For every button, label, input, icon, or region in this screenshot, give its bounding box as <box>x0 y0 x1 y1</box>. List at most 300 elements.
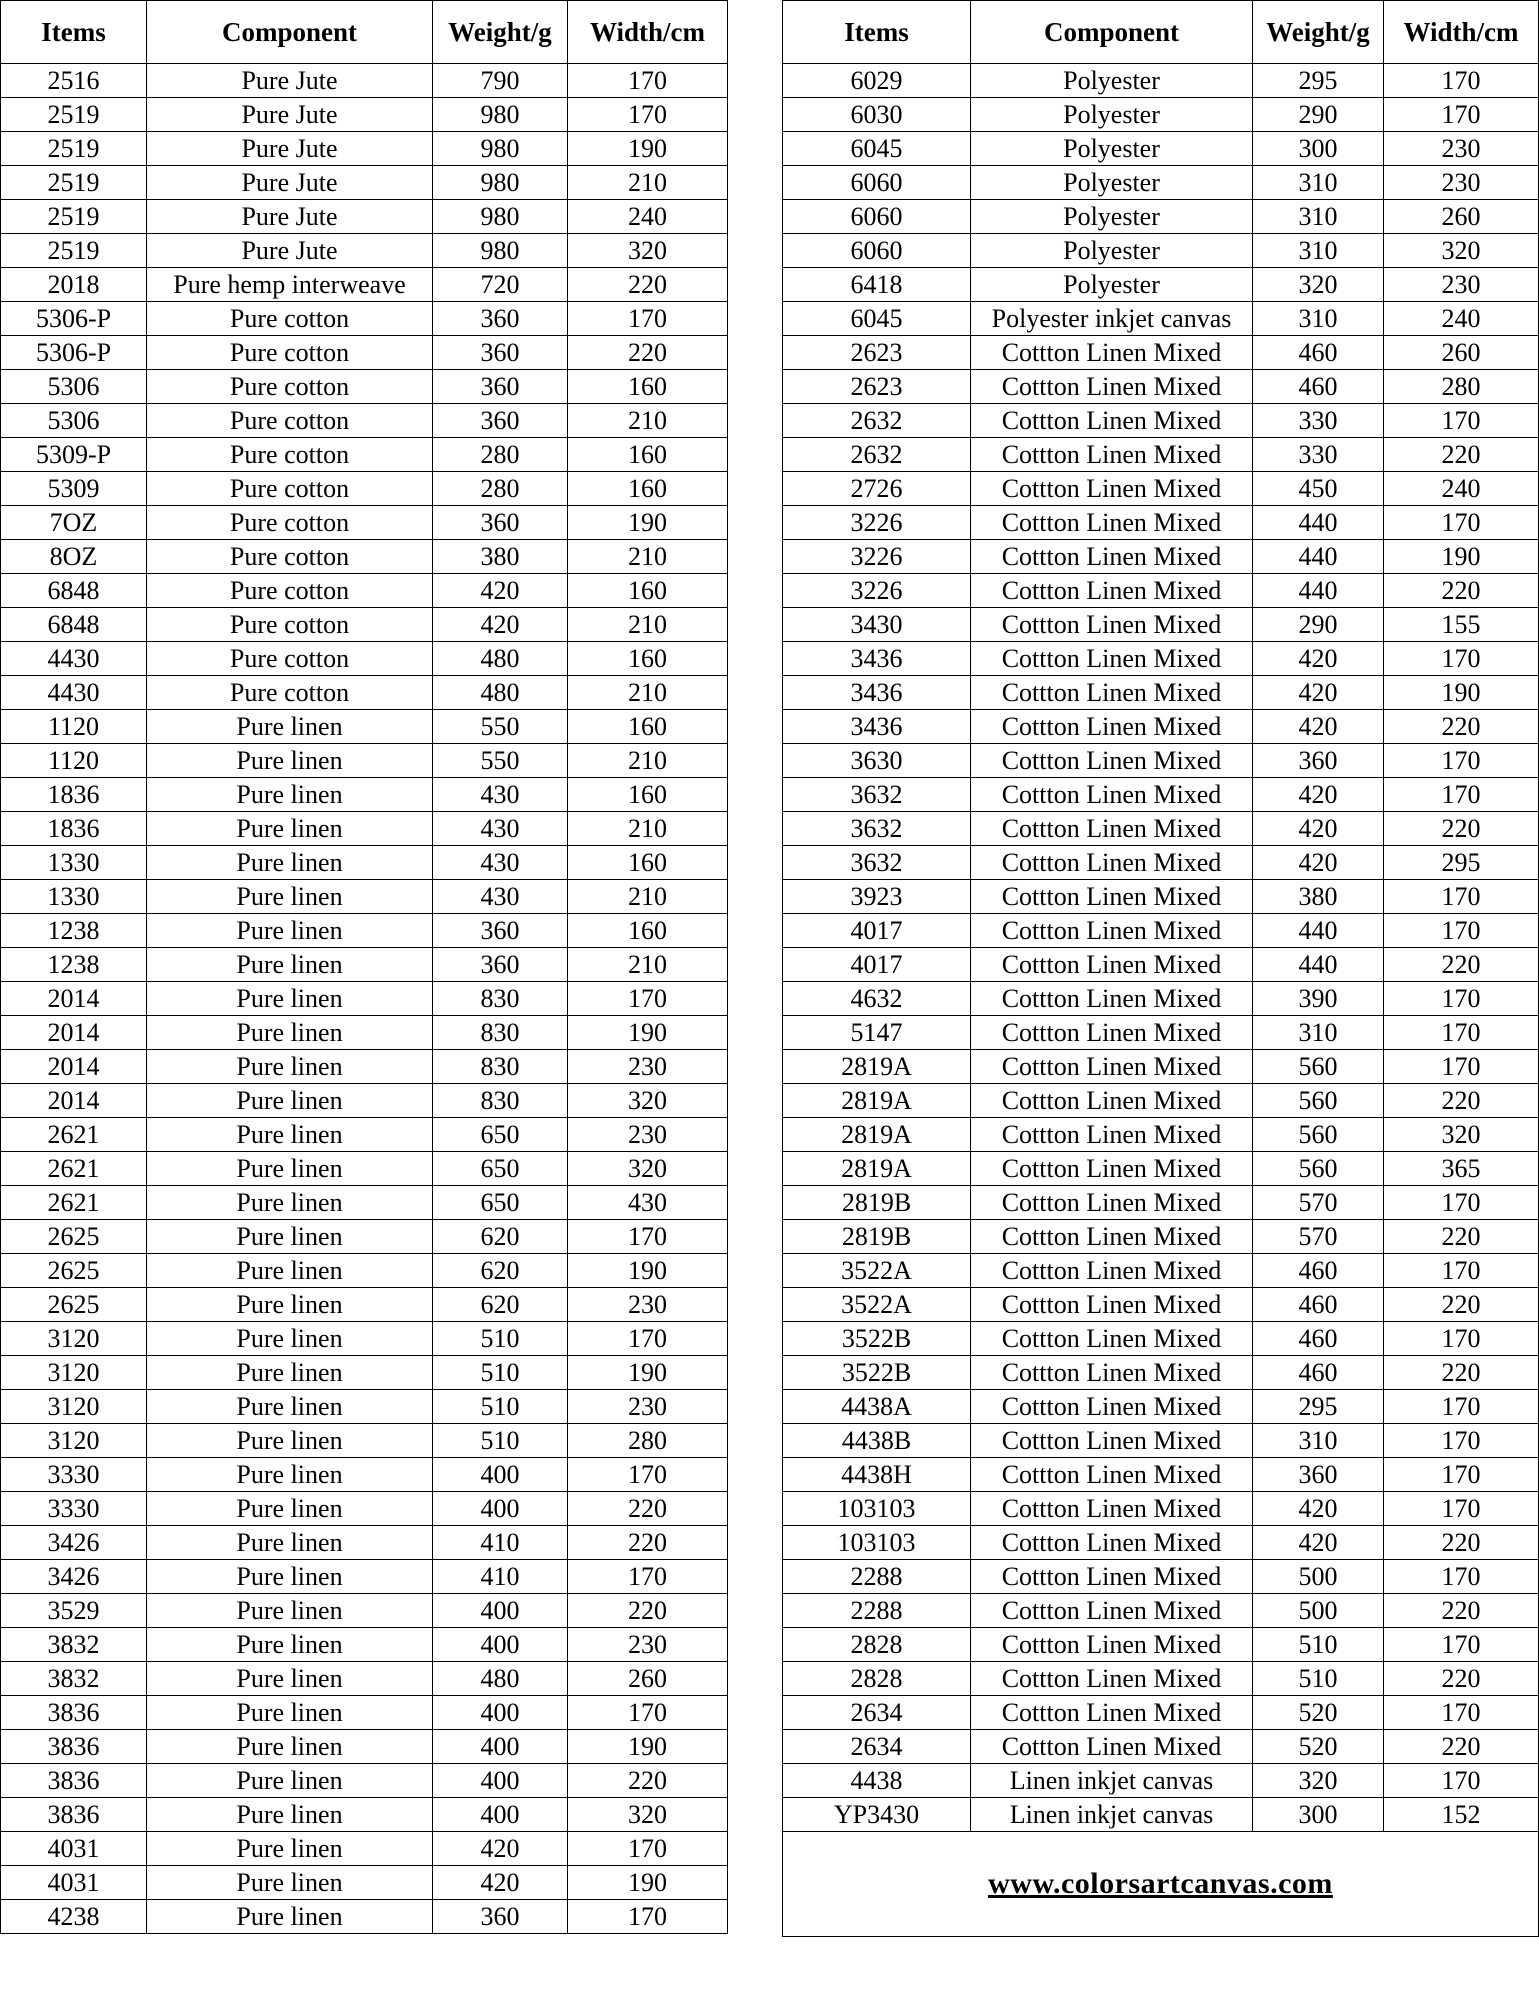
right-table-row <box>783 540 1539 574</box>
weight-cell: 830 <box>433 982 568 1016</box>
component-cell: Pure cotton <box>147 676 433 710</box>
component-cell: Pure hemp interweave <box>147 268 433 302</box>
left-table-row <box>1 1084 728 1118</box>
width-cell: 280 <box>568 1424 728 1458</box>
weight-cell: 420 <box>433 608 568 642</box>
item-cell: 2632 <box>783 438 971 472</box>
component-cell: Cottton Linen Mixed <box>971 1356 1253 1390</box>
component-cell: Cottton Linen Mixed <box>971 778 1253 812</box>
left-table-row <box>1 540 728 574</box>
component-cell: Cottton Linen Mixed <box>971 846 1253 880</box>
weight-cell: 300 <box>1253 1798 1384 1832</box>
item-cell: 2288 <box>783 1594 971 1628</box>
weight-cell: 290 <box>1253 608 1384 642</box>
item-cell: 2519 <box>1 98 147 132</box>
left-table-row <box>1 1866 728 1900</box>
item-cell: 6045 <box>783 302 971 336</box>
right-table-row <box>783 438 1539 472</box>
item-cell: 3632 <box>783 846 971 880</box>
weight-cell: 830 <box>433 1084 568 1118</box>
component-cell: Cottton Linen Mixed <box>971 982 1253 1016</box>
weight-cell: 310 <box>1253 234 1384 268</box>
item-cell: 2519 <box>1 132 147 166</box>
weight-cell: 510 <box>433 1322 568 1356</box>
component-cell: Pure linen <box>147 880 433 914</box>
component-cell: Pure Jute <box>147 98 433 132</box>
left-table-row <box>1 1458 728 1492</box>
component-cell: Cottton Linen Mixed <box>971 574 1253 608</box>
component-cell: Pure linen <box>147 982 433 1016</box>
weight-cell: 360 <box>433 370 568 404</box>
item-cell: 3522A <box>783 1254 971 1288</box>
right-table-row <box>783 1764 1539 1798</box>
component-cell: Pure Jute <box>147 132 433 166</box>
item-cell: 3330 <box>1 1492 147 1526</box>
weight-cell: 620 <box>433 1220 568 1254</box>
width-cell: 230 <box>568 1288 728 1322</box>
weight-cell: 380 <box>433 540 568 574</box>
left-table-row <box>1 438 728 472</box>
left-table-row <box>1 200 728 234</box>
item-cell: 3120 <box>1 1322 147 1356</box>
width-cell: 160 <box>568 846 728 880</box>
width-cell: 155 <box>1384 608 1539 642</box>
width-cell: 190 <box>1384 676 1539 710</box>
component-cell: Pure linen <box>147 778 433 812</box>
weight-cell: 460 <box>1253 1254 1384 1288</box>
item-cell: 2819B <box>783 1220 971 1254</box>
item-cell: 6045 <box>783 132 971 166</box>
weight-cell: 980 <box>433 98 568 132</box>
item-cell: 1836 <box>1 778 147 812</box>
left-table-row <box>1 812 728 846</box>
component-cell: Pure cotton <box>147 404 433 438</box>
right-table-body <box>783 64 1539 1832</box>
weight-cell: 310 <box>1253 1424 1384 1458</box>
width-cell: 220 <box>1384 1220 1539 1254</box>
width-cell: 220 <box>1384 1526 1539 1560</box>
item-cell: 6418 <box>783 268 971 302</box>
item-cell: 5147 <box>783 1016 971 1050</box>
item-cell: 3632 <box>783 812 971 846</box>
right-table-row <box>783 506 1539 540</box>
component-cell: Pure linen <box>147 744 433 778</box>
item-cell: 3120 <box>1 1390 147 1424</box>
item-cell: 2625 <box>1 1288 147 1322</box>
weight-cell: 420 <box>433 1832 568 1866</box>
weight-cell: 440 <box>1253 540 1384 574</box>
left-table-row <box>1 1764 728 1798</box>
item-cell: 6060 <box>783 166 971 200</box>
weight-cell: 500 <box>1253 1560 1384 1594</box>
width-cell: 220 <box>568 1526 728 1560</box>
width-cell: 220 <box>1384 438 1539 472</box>
width-cell: 170 <box>1384 1186 1539 1220</box>
weight-cell: 450 <box>1253 472 1384 506</box>
component-cell: Pure linen <box>147 1424 433 1458</box>
weight-cell: 360 <box>433 506 568 540</box>
left-table-row <box>1 880 728 914</box>
component-cell: Pure linen <box>147 1764 433 1798</box>
right-table-row <box>783 1322 1539 1356</box>
component-cell: Pure cotton <box>147 608 433 642</box>
width-cell: 170 <box>1384 982 1539 1016</box>
weight-cell: 550 <box>433 710 568 744</box>
width-cell: 170 <box>568 64 728 98</box>
left-table-row <box>1 1526 728 1560</box>
left-table-row <box>1 234 728 268</box>
width-cell: 220 <box>568 1764 728 1798</box>
width-cell: 190 <box>568 1356 728 1390</box>
width-cell: 170 <box>1384 1016 1539 1050</box>
weight-cell: 400 <box>433 1628 568 1662</box>
width-cell: 170 <box>1384 778 1539 812</box>
weight-cell: 420 <box>1253 710 1384 744</box>
width-cell: 230 <box>568 1050 728 1084</box>
weight-cell: 560 <box>1253 1084 1384 1118</box>
weight-cell: 410 <box>433 1526 568 1560</box>
width-cell: 320 <box>568 1084 728 1118</box>
width-cell: 160 <box>568 710 728 744</box>
component-cell: Cottton Linen Mixed <box>971 1186 1253 1220</box>
item-cell: 6060 <box>783 234 971 268</box>
left-table-row <box>1 404 728 438</box>
width-cell: 365 <box>1384 1152 1539 1186</box>
item-cell: 4438A <box>783 1390 971 1424</box>
left-table-row <box>1 1492 728 1526</box>
item-cell: 6848 <box>1 574 147 608</box>
item-cell: 103103 <box>783 1492 971 1526</box>
width-cell: 170 <box>568 1832 728 1866</box>
component-cell: Cottton Linen Mixed <box>971 1322 1253 1356</box>
item-cell: 3836 <box>1 1798 147 1832</box>
left-table-row <box>1 1662 728 1696</box>
component-cell: Pure Jute <box>147 234 433 268</box>
width-cell: 220 <box>1384 1288 1539 1322</box>
website-link[interactable]: www.colorsartcanvas.com <box>988 1867 1333 1900</box>
width-cell: 220 <box>1384 1594 1539 1628</box>
width-cell: 170 <box>568 1322 728 1356</box>
width-cell: 170 <box>1384 914 1539 948</box>
weight-cell: 440 <box>1253 948 1384 982</box>
component-cell: Pure linen <box>147 710 433 744</box>
item-cell: 1330 <box>1 880 147 914</box>
width-cell: 190 <box>1384 540 1539 574</box>
component-cell: Cottton Linen Mixed <box>971 676 1253 710</box>
item-cell: 3836 <box>1 1730 147 1764</box>
right-table-row <box>783 1288 1539 1322</box>
width-cell: 190 <box>568 506 728 540</box>
width-cell: 210 <box>568 948 728 982</box>
left-table-row <box>1 608 728 642</box>
left-header-component: Component <box>147 1 433 64</box>
weight-cell: 830 <box>433 1016 568 1050</box>
component-cell: Cottton Linen Mixed <box>971 1594 1253 1628</box>
component-cell: Cottton Linen Mixed <box>971 1390 1253 1424</box>
width-cell: 170 <box>1384 642 1539 676</box>
weight-cell: 650 <box>433 1118 568 1152</box>
weight-cell: 460 <box>1253 1356 1384 1390</box>
weight-cell: 410 <box>433 1560 568 1594</box>
item-cell: 1120 <box>1 710 147 744</box>
right-table-row <box>783 1356 1539 1390</box>
weight-cell: 420 <box>433 574 568 608</box>
width-cell: 170 <box>568 1900 728 1934</box>
right-table-row <box>783 200 1539 234</box>
component-cell: Cottton Linen Mixed <box>971 540 1253 574</box>
weight-cell: 500 <box>1253 1594 1384 1628</box>
item-cell: 5306-P <box>1 302 147 336</box>
component-cell: Cottton Linen Mixed <box>971 370 1253 404</box>
right-table-row <box>783 574 1539 608</box>
component-cell: Cottton Linen Mixed <box>971 1424 1253 1458</box>
weight-cell: 400 <box>433 1730 568 1764</box>
width-cell: 160 <box>568 472 728 506</box>
item-cell: 2625 <box>1 1254 147 1288</box>
width-cell: 190 <box>568 1254 728 1288</box>
item-cell: 3436 <box>783 642 971 676</box>
item-cell: 3430 <box>783 608 971 642</box>
item-cell: 2819A <box>783 1084 971 1118</box>
component-cell: Polyester inkjet canvas <box>971 302 1253 336</box>
width-cell: 170 <box>1384 1050 1539 1084</box>
width-cell: 210 <box>568 744 728 778</box>
left-table-row <box>1 778 728 812</box>
weight-cell: 570 <box>1253 1220 1384 1254</box>
component-cell: Cottton Linen Mixed <box>971 880 1253 914</box>
item-cell: 2014 <box>1 1016 147 1050</box>
component-cell: Polyester <box>971 64 1253 98</box>
weight-cell: 980 <box>433 166 568 200</box>
left-table-row <box>1 1356 728 1390</box>
component-cell: Pure linen <box>147 1492 433 1526</box>
component-cell: Pure linen <box>147 812 433 846</box>
component-cell: Pure linen <box>147 1288 433 1322</box>
weight-cell: 460 <box>1253 1322 1384 1356</box>
width-cell: 295 <box>1384 846 1539 880</box>
width-cell: 170 <box>1384 1764 1539 1798</box>
width-cell: 160 <box>568 778 728 812</box>
weight-cell: 520 <box>1253 1696 1384 1730</box>
weight-cell: 460 <box>1253 336 1384 370</box>
left-product-table <box>0 0 728 1934</box>
right-table-row <box>783 710 1539 744</box>
right-table-row <box>783 404 1539 438</box>
right-table-row <box>783 1254 1539 1288</box>
width-cell: 160 <box>568 574 728 608</box>
right-table-row <box>783 1730 1539 1764</box>
right-table-row <box>783 1424 1539 1458</box>
weight-cell: 400 <box>433 1764 568 1798</box>
weight-cell: 560 <box>1253 1118 1384 1152</box>
component-cell: Pure linen <box>147 1730 433 1764</box>
width-cell: 210 <box>568 608 728 642</box>
left-table-row <box>1 1288 728 1322</box>
component-cell: Pure Jute <box>147 166 433 200</box>
weight-cell: 420 <box>1253 778 1384 812</box>
left-table-row <box>1 1186 728 1220</box>
width-cell: 220 <box>1384 574 1539 608</box>
item-cell: 4438H <box>783 1458 971 1492</box>
weight-cell: 420 <box>1253 642 1384 676</box>
weight-cell: 650 <box>433 1152 568 1186</box>
component-cell: Pure linen <box>147 1084 433 1118</box>
item-cell: 3120 <box>1 1424 147 1458</box>
weight-cell: 360 <box>1253 1458 1384 1492</box>
weight-cell: 320 <box>1253 268 1384 302</box>
weight-cell: 360 <box>433 948 568 982</box>
component-cell: Cottton Linen Mixed <box>971 642 1253 676</box>
component-cell: Pure linen <box>147 948 433 982</box>
left-table-row <box>1 472 728 506</box>
component-cell: Linen inkjet canvas <box>971 1764 1253 1798</box>
weight-cell: 430 <box>433 880 568 914</box>
item-cell: 4238 <box>1 1900 147 1934</box>
item-cell: 3522A <box>783 1288 971 1322</box>
component-cell: Polyester <box>971 200 1253 234</box>
width-cell: 170 <box>1384 1696 1539 1730</box>
weight-cell: 360 <box>433 336 568 370</box>
width-cell: 170 <box>568 1220 728 1254</box>
item-cell: 2819A <box>783 1152 971 1186</box>
left-table-row <box>1 370 728 404</box>
item-cell: 5306 <box>1 404 147 438</box>
width-cell: 210 <box>568 812 728 846</box>
right-header-items: Items <box>783 1 971 64</box>
width-cell: 170 <box>1384 98 1539 132</box>
right-table-row <box>783 812 1539 846</box>
right-table-row <box>783 846 1539 880</box>
component-cell: Pure linen <box>147 1696 433 1730</box>
component-cell: Cottton Linen Mixed <box>971 438 1253 472</box>
weight-cell: 295 <box>1253 1390 1384 1424</box>
item-cell: 2819B <box>783 1186 971 1220</box>
item-cell: 3436 <box>783 676 971 710</box>
left-table-row <box>1 642 728 676</box>
weight-cell: 360 <box>1253 744 1384 778</box>
item-cell: 2819A <box>783 1050 971 1084</box>
component-cell: Cottton Linen Mixed <box>971 1016 1253 1050</box>
item-cell: YP3430 <box>783 1798 971 1832</box>
item-cell: 6060 <box>783 200 971 234</box>
width-cell: 220 <box>568 336 728 370</box>
item-cell: 1238 <box>1 914 147 948</box>
weight-cell: 480 <box>433 676 568 710</box>
item-cell: 3226 <box>783 574 971 608</box>
weight-cell: 420 <box>1253 812 1384 846</box>
width-cell: 260 <box>1384 200 1539 234</box>
component-cell: Pure linen <box>147 1254 433 1288</box>
width-cell: 170 <box>1384 1322 1539 1356</box>
weight-cell: 620 <box>433 1254 568 1288</box>
left-table-row <box>1 1254 728 1288</box>
width-cell: 160 <box>568 914 728 948</box>
right-table-row <box>783 608 1539 642</box>
weight-cell: 460 <box>1253 1288 1384 1322</box>
left-table-row <box>1 64 728 98</box>
weight-cell: 510 <box>433 1424 568 1458</box>
right-table-row <box>783 914 1539 948</box>
component-cell: Cottton Linen Mixed <box>971 1696 1253 1730</box>
width-cell: 152 <box>1384 1798 1539 1832</box>
left-table-row <box>1 1424 728 1458</box>
component-cell: Pure linen <box>147 1628 433 1662</box>
weight-cell: 720 <box>433 268 568 302</box>
component-cell: Cottton Linen Mixed <box>971 1492 1253 1526</box>
component-cell: Pure linen <box>147 1526 433 1560</box>
right-table-row <box>783 1458 1539 1492</box>
footer-row <box>783 1832 1539 1937</box>
component-cell: Pure linen <box>147 1798 433 1832</box>
weight-cell: 440 <box>1253 506 1384 540</box>
weight-cell: 980 <box>433 200 568 234</box>
item-cell: 2516 <box>1 64 147 98</box>
item-cell: 6030 <box>783 98 971 132</box>
width-cell: 170 <box>1384 1254 1539 1288</box>
item-cell: 2014 <box>1 1050 147 1084</box>
right-table-row <box>783 778 1539 812</box>
right-table-row <box>783 472 1539 506</box>
item-cell: 3226 <box>783 506 971 540</box>
item-cell: 2018 <box>1 268 147 302</box>
weight-cell: 295 <box>1253 64 1384 98</box>
component-cell: Pure linen <box>147 1186 433 1220</box>
component-cell: Cottton Linen Mixed <box>971 404 1253 438</box>
width-cell: 210 <box>568 166 728 200</box>
component-cell: Cottton Linen Mixed <box>971 608 1253 642</box>
component-cell: Pure Jute <box>147 200 433 234</box>
component-cell: Pure linen <box>147 1118 433 1152</box>
component-cell: Cottton Linen Mixed <box>971 1152 1253 1186</box>
left-table-row <box>1 1050 728 1084</box>
left-table-row <box>1 1152 728 1186</box>
component-cell: Pure cotton <box>147 506 433 540</box>
left-table-row <box>1 1390 728 1424</box>
left-table-row <box>1 268 728 302</box>
weight-cell: 980 <box>433 234 568 268</box>
width-cell: 320 <box>1384 1118 1539 1152</box>
width-cell: 170 <box>568 1696 728 1730</box>
item-cell: 3836 <box>1 1764 147 1798</box>
weight-cell: 440 <box>1253 574 1384 608</box>
component-cell: Pure cotton <box>147 540 433 574</box>
width-cell: 190 <box>568 132 728 166</box>
component-cell: Cottton Linen Mixed <box>971 1220 1253 1254</box>
width-cell: 220 <box>568 268 728 302</box>
right-table-row <box>783 234 1539 268</box>
width-cell: 210 <box>568 540 728 574</box>
component-cell: Pure cotton <box>147 336 433 370</box>
weight-cell: 310 <box>1253 166 1384 200</box>
item-cell: 3630 <box>783 744 971 778</box>
component-cell: Polyester <box>971 132 1253 166</box>
left-table-row <box>1 1900 728 1934</box>
left-table-row <box>1 574 728 608</box>
width-cell: 320 <box>568 1152 728 1186</box>
component-cell: Pure Jute <box>147 64 433 98</box>
right-table-row <box>783 302 1539 336</box>
width-cell: 230 <box>568 1390 728 1424</box>
right-table-row <box>783 642 1539 676</box>
item-cell: 3923 <box>783 880 971 914</box>
left-table-row <box>1 1118 728 1152</box>
left-table-row <box>1 1730 728 1764</box>
item-cell: 4031 <box>1 1866 147 1900</box>
component-cell: Pure linen <box>147 1560 433 1594</box>
width-cell: 240 <box>568 200 728 234</box>
weight-cell: 420 <box>1253 676 1384 710</box>
left-table-row <box>1 710 728 744</box>
